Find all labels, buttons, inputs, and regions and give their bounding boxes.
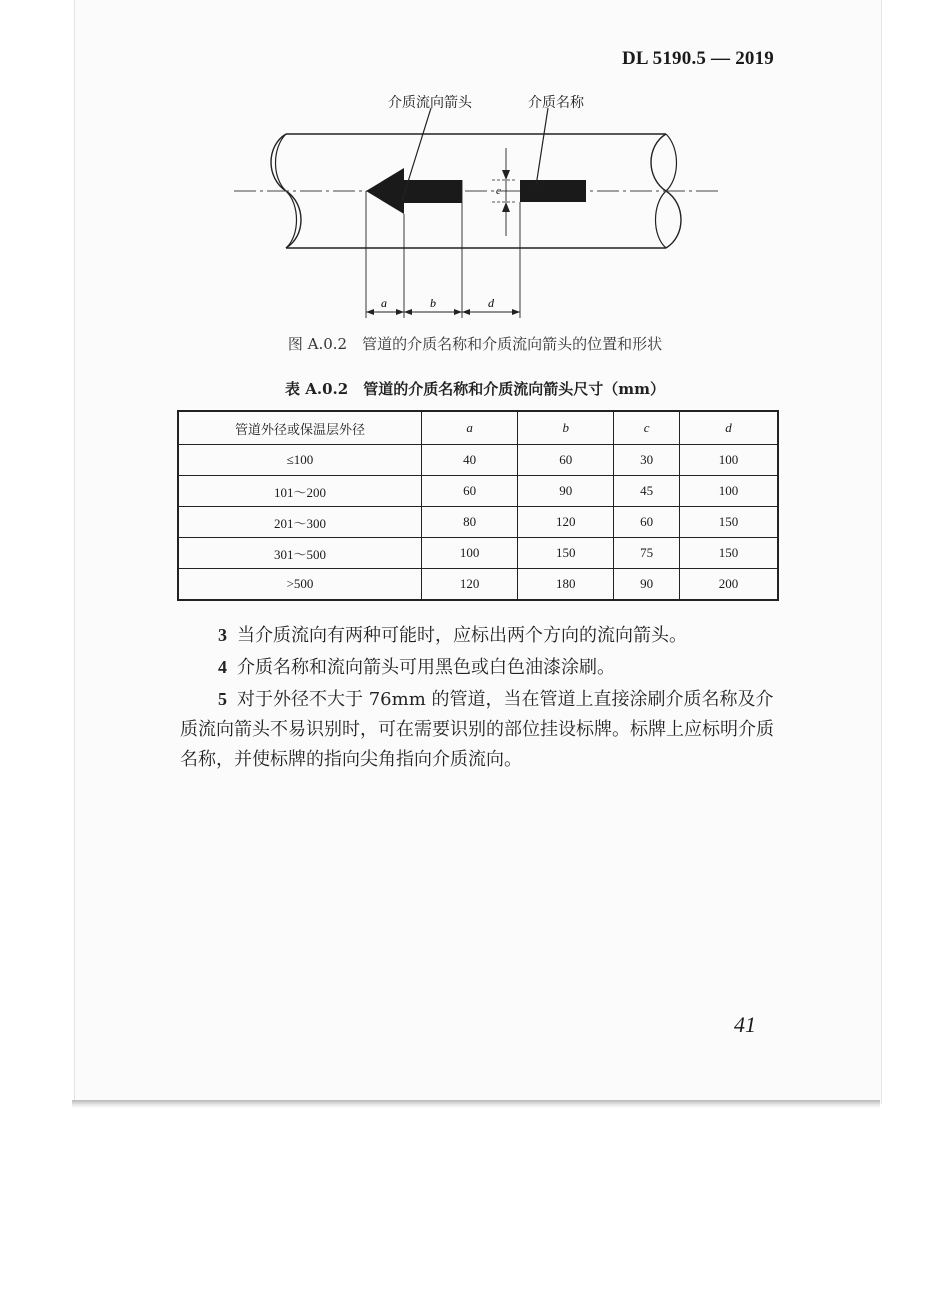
table-header-cell: 管道外径或保温层外径 xyxy=(178,411,422,445)
table-cell: 120 xyxy=(518,507,614,538)
paragraph-5 xyxy=(180,684,778,775)
dim-b-label: b xyxy=(430,296,436,310)
page-edge-shadow xyxy=(72,1100,880,1108)
medium-name-bar xyxy=(520,180,586,202)
table-cell: 201～300 xyxy=(178,507,422,538)
paragraph-text: 介质名称和流向箭头可用黑色或白色油漆涂刷。 xyxy=(237,657,615,678)
table-cell: 90 xyxy=(614,569,680,601)
table-header-row xyxy=(178,411,778,445)
paragraph-3 xyxy=(180,620,778,651)
paragraph-number: 5 xyxy=(218,689,227,709)
pipe-marking-figure xyxy=(226,86,726,326)
figure-caption: 图 A.0.2 管道的介质名称和介质流向箭头的位置和形状 xyxy=(287,335,663,353)
table-cell: 200 xyxy=(679,569,778,601)
table-cell: 100 xyxy=(422,538,518,569)
table-header-cell: d xyxy=(679,411,778,445)
table-cell: 30 xyxy=(614,445,680,476)
table-cell: 150 xyxy=(518,538,614,569)
dim-c-label: c xyxy=(496,185,501,197)
table-row xyxy=(178,476,778,507)
table-row xyxy=(178,538,778,569)
dim-a-label: a xyxy=(381,296,387,310)
table-cell: 180 xyxy=(518,569,614,601)
table-cell: 301～500 xyxy=(178,538,422,569)
table-cell: 101～200 xyxy=(178,476,422,507)
paragraph-4 xyxy=(180,652,778,683)
table-cell: 45 xyxy=(614,476,680,507)
table-cell: 75 xyxy=(614,538,680,569)
document-code: DL 5190.5 — 2019 xyxy=(621,48,774,69)
paragraph-text: 当介质流向有两种可能时，应标出两个方向的流向箭头。 xyxy=(237,625,687,646)
table-cell: >500 xyxy=(178,569,422,601)
flow-arrow-label: 介质流向箭头 xyxy=(388,95,472,111)
table-row xyxy=(178,569,778,601)
paragraph-number: 3 xyxy=(218,625,227,645)
paragraph-number: 4 xyxy=(218,657,227,677)
table-cell: 120 xyxy=(422,569,518,601)
table-cell: 60 xyxy=(614,507,680,538)
table-cell: 150 xyxy=(679,507,778,538)
table-header-cell: a xyxy=(422,411,518,445)
table-row xyxy=(178,507,778,538)
table-cell: 100 xyxy=(679,445,778,476)
table-cell: 60 xyxy=(422,476,518,507)
table-cell: 150 xyxy=(679,538,778,569)
table-cell: ≤100 xyxy=(178,445,422,476)
table-header-cell: c xyxy=(614,411,680,445)
table-header-cell: b xyxy=(518,411,614,445)
table-cell: 80 xyxy=(422,507,518,538)
table-cell: 100 xyxy=(679,476,778,507)
table-cell: 60 xyxy=(518,445,614,476)
table-title: 表 A.0.2 管道的介质名称和介质流向箭头尺寸（mm） xyxy=(285,380,665,398)
medium-name-label: 介质名称 xyxy=(528,95,584,111)
dim-d-label: d xyxy=(488,296,494,310)
paragraph-text: 对于外径不大于 76mm 的管道，当在管道上直接涂刷介质名称及介质流向箭头不易识别时，可在需要识别的部位挂设标牌。标牌上应标明介质名称，并使标牌的指向尖角指向介质流向。 xyxy=(180,689,774,770)
flow-arrow-shape xyxy=(366,168,462,214)
dimension-table xyxy=(177,410,779,601)
table-cell: 90 xyxy=(518,476,614,507)
page-number: 41 xyxy=(734,1012,756,1037)
table-cell: 40 xyxy=(422,445,518,476)
table-row xyxy=(178,445,778,476)
pipe-diagram xyxy=(226,86,726,326)
